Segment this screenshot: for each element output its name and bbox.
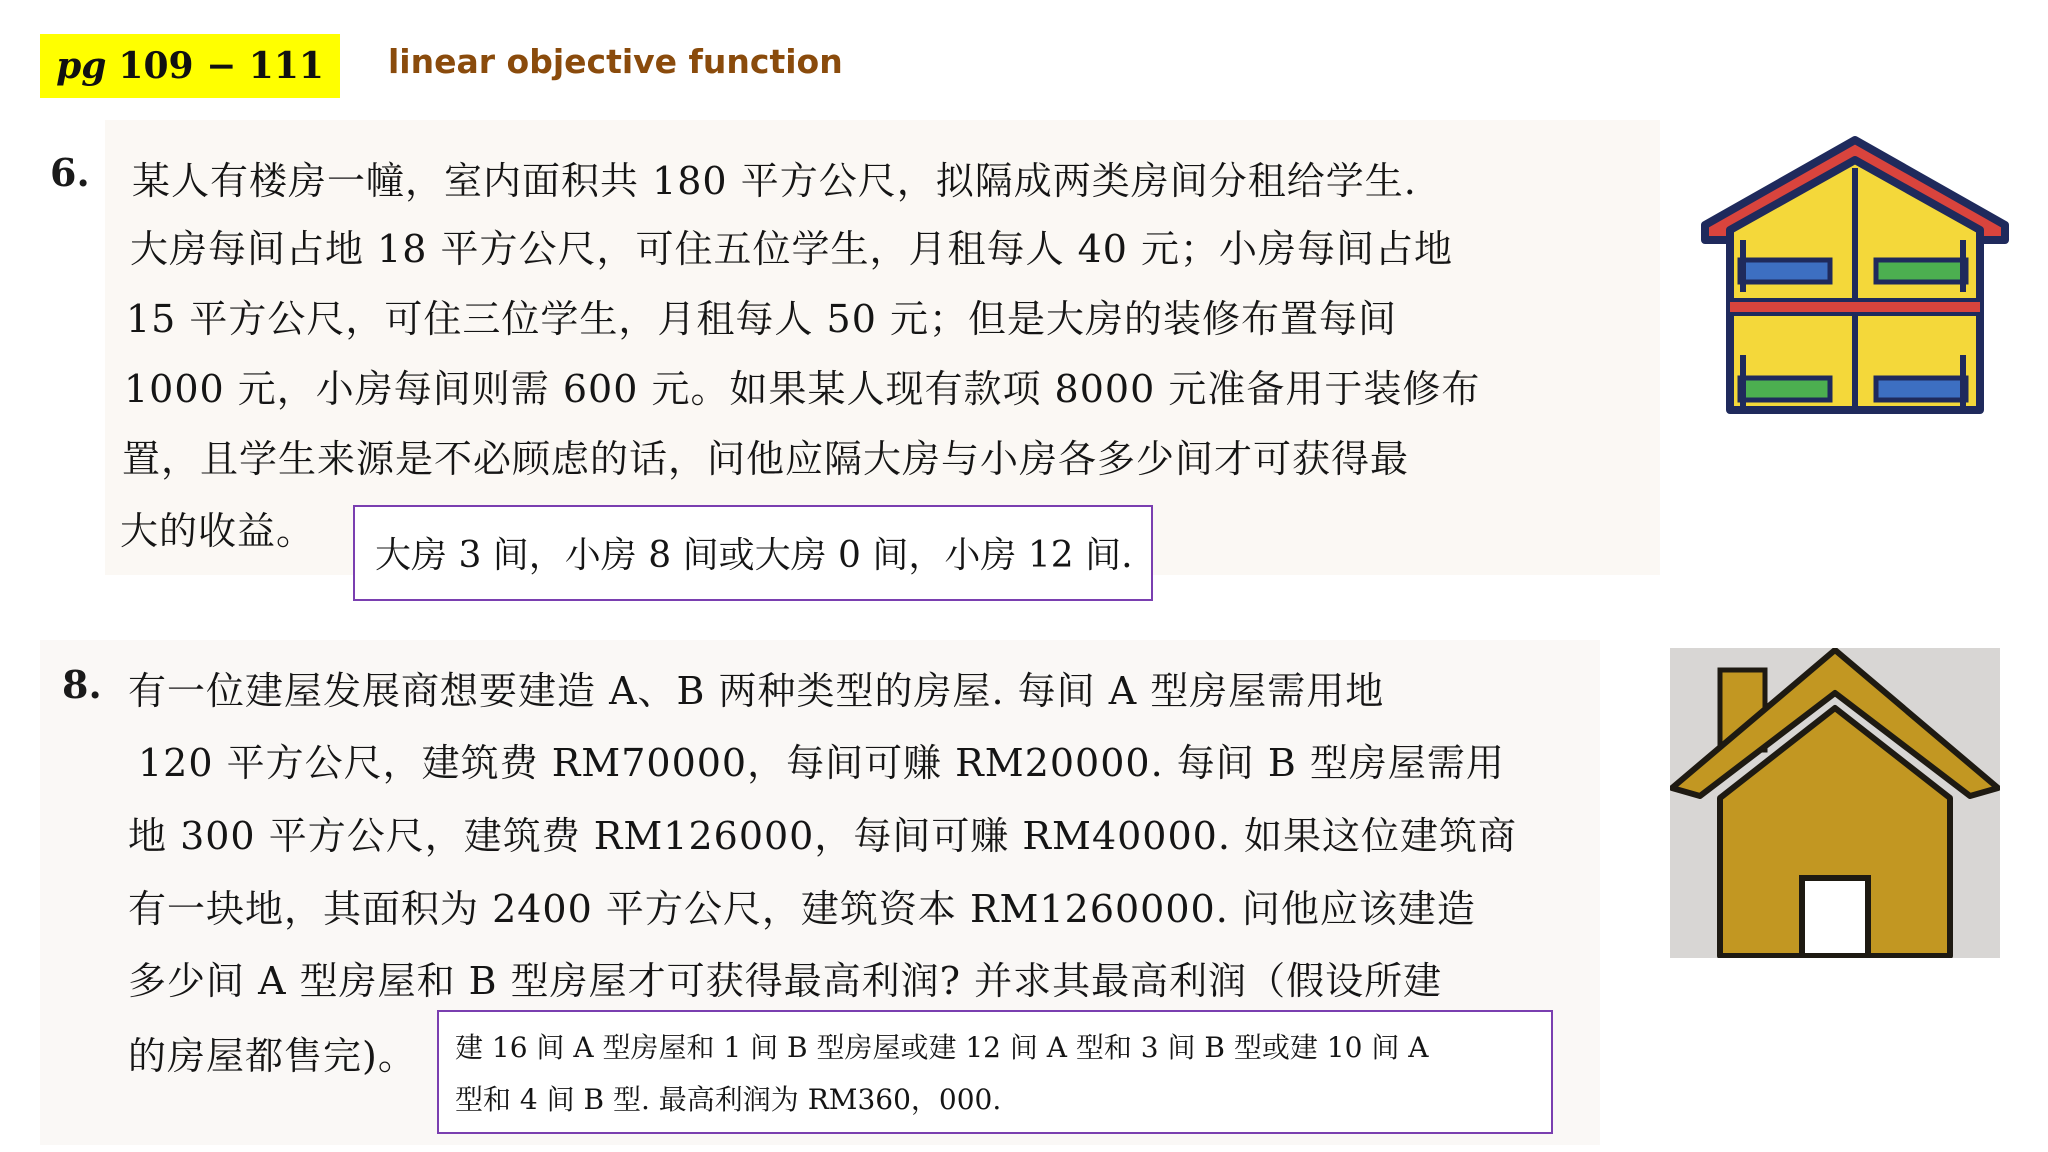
- question-6-line: 大房每间占地 18 平方公尺，可住五位学生，月租每人 40 元；小房每间占地: [130, 227, 1454, 271]
- question-6-line: 置，且学生来源是不必顾虑的话，问他应隔大房与小房各多少间才可获得最: [122, 437, 1410, 481]
- question-6-line: 1000 元，小房每间则需 600 元。如果某人现有款项 8000 元准备用于装修布: [124, 367, 1481, 411]
- question-8-line: 的房屋都售完)。: [128, 1034, 417, 1078]
- question-6-line: 某人有楼房一幢，室内面积共 180 平方公尺，拟隔成两类房间分租给学生.: [132, 159, 1417, 203]
- question-6-answer: 大房 3 间，小房 8 间或大房 0 间，小房 12 间.: [375, 535, 1133, 576]
- question-8-answer-line: 型和 4 间 B 型. 最高利润为 RM360，000.: [455, 1083, 1002, 1116]
- question-8-line: 有一块地，其面积为 2400 平方公尺，建筑资本 RM1260000. 问他应该建造: [128, 887, 1476, 931]
- page-reference-tag: [40, 34, 340, 98]
- question-8-answer-line: 建 16 间 A 型房屋和 1 间 B 型房屋或建 12 间 A 型和 3 间 B 型或建 10 间 A: [455, 1031, 1429, 1064]
- question-8-line: 多少间 A 型房屋和 B 型房屋才可获得最高利润? 并求其最高利润（假设所建: [128, 959, 1443, 1003]
- question-6-answer-box: [353, 505, 1153, 601]
- question-6-number: 6.: [50, 150, 90, 195]
- page-ref-prefix: pg: [56, 45, 107, 87]
- dormitory-house-icon: [1700, 130, 2010, 420]
- question-8-line: 地 300 平方公尺，建筑费 RM126000，每间可赚 RM40000. 如果这位建筑商: [128, 814, 1517, 858]
- question-8-number: 8.: [62, 662, 102, 707]
- question-6-line: 大的收益。: [120, 509, 316, 553]
- question-6-line: 15 平方公尺，可住三位学生，月租每人 50 元；但是大房的装修布置每间: [126, 297, 1397, 341]
- page-ref-range: 109 − 111: [118, 45, 324, 87]
- question-8-line: 120 平方公尺，建筑费 RM70000，每间可赚 RM20000. 每间 B 型房屋需用: [138, 741, 1505, 785]
- house-icon: [1670, 648, 2000, 958]
- question-8-answer-box: [437, 1010, 1553, 1134]
- question-8-line: 有一位建屋发展商想要建造 A、B 两种类型的房屋. 每间 A 型房屋需用地: [128, 669, 1385, 713]
- slide-title: linear objective function: [388, 42, 843, 81]
